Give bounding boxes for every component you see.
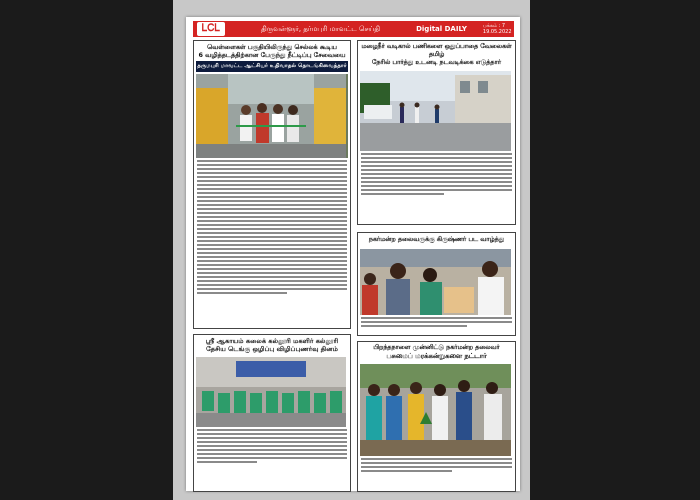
awareness-event-illustration <box>196 357 346 427</box>
article-headline-line1: மழைநீர் வடிகால் பணிகளை ஒதுப்பாதை வேலைகள் தமிழ் <box>361 43 512 58</box>
article-headline-line2: 6 வழித்தடத்திற்கான பேருந்து நீட்டிப்பு சேவையை <box>198 51 346 59</box>
article-body-text <box>361 153 512 195</box>
article-body-text <box>361 458 512 472</box>
brand-name: Digital DAILY <box>416 25 467 33</box>
article-headline-line1: வெள்ளைகள் பகுதியிலிருந்து செல்லக் கூடிய <box>207 43 337 51</box>
masthead <box>193 21 514 37</box>
article-dengue-awareness <box>193 334 351 492</box>
article-headline-line2: நேரில் பார்த்து உடனடி நடவடிக்கை எடுத்தார் <box>371 58 502 66</box>
bus-inauguration-photo <box>196 74 348 158</box>
street-inspection-photo <box>360 71 513 151</box>
article-headline-line2: பசுமைப் மரக்கன்றுகளை நட்டார் <box>386 351 487 360</box>
page-meta <box>483 23 512 35</box>
article-headline-line1: ஸ்ரீ ஆகாயம் கலைக் கல்லூரி மகளிர் கல்லூரி <box>205 337 339 345</box>
issue-date: 19.05.2022 <box>482 29 512 35</box>
page-label: பக்கம் : 7 <box>482 23 506 29</box>
right-dark-border <box>530 0 700 500</box>
article-body-text <box>197 160 347 294</box>
tree-planting-illustration <box>360 364 511 456</box>
article-krishna-greeting <box>357 232 516 336</box>
article-headline: நகர்மன்ற தலைவருக்கு கிருஷ்ணர் பட வாழ்த்து <box>368 236 505 243</box>
article-headline-line1: பிறந்தநாளை முன்னிட்டு நகர்மன்ற தலைவர் <box>373 344 500 351</box>
tree-planting-photo <box>360 364 513 456</box>
article-headline-line2: தேசிய டெங்கு ஒழிப்பு விழிப்புணர்வு தினம் <box>206 345 338 354</box>
awareness-event-photo <box>196 357 348 427</box>
greeting-illustration <box>360 249 511 315</box>
bus-inauguration-illustration <box>196 74 346 158</box>
article-body-text <box>197 429 347 463</box>
left-dark-border <box>0 0 173 500</box>
street-inspection-illustration <box>360 71 511 151</box>
brand-logo: ᏞᏟᏞ <box>197 22 225 36</box>
article-subhead: தருமபுரி மாவட்ட ஆட்சியர் உதிவாதல் தொடங்கிவைத்தார் <box>196 61 348 72</box>
greeting-photo <box>360 249 513 315</box>
article-bus-extension <box>193 40 351 329</box>
article-body-text <box>361 317 512 327</box>
edition-title: திருவள்ளூர், தர்மபுரி மாவட்ட செய்தி <box>261 24 381 33</box>
article-drainage-inspection <box>357 40 516 225</box>
article-tree-planting <box>357 341 516 492</box>
